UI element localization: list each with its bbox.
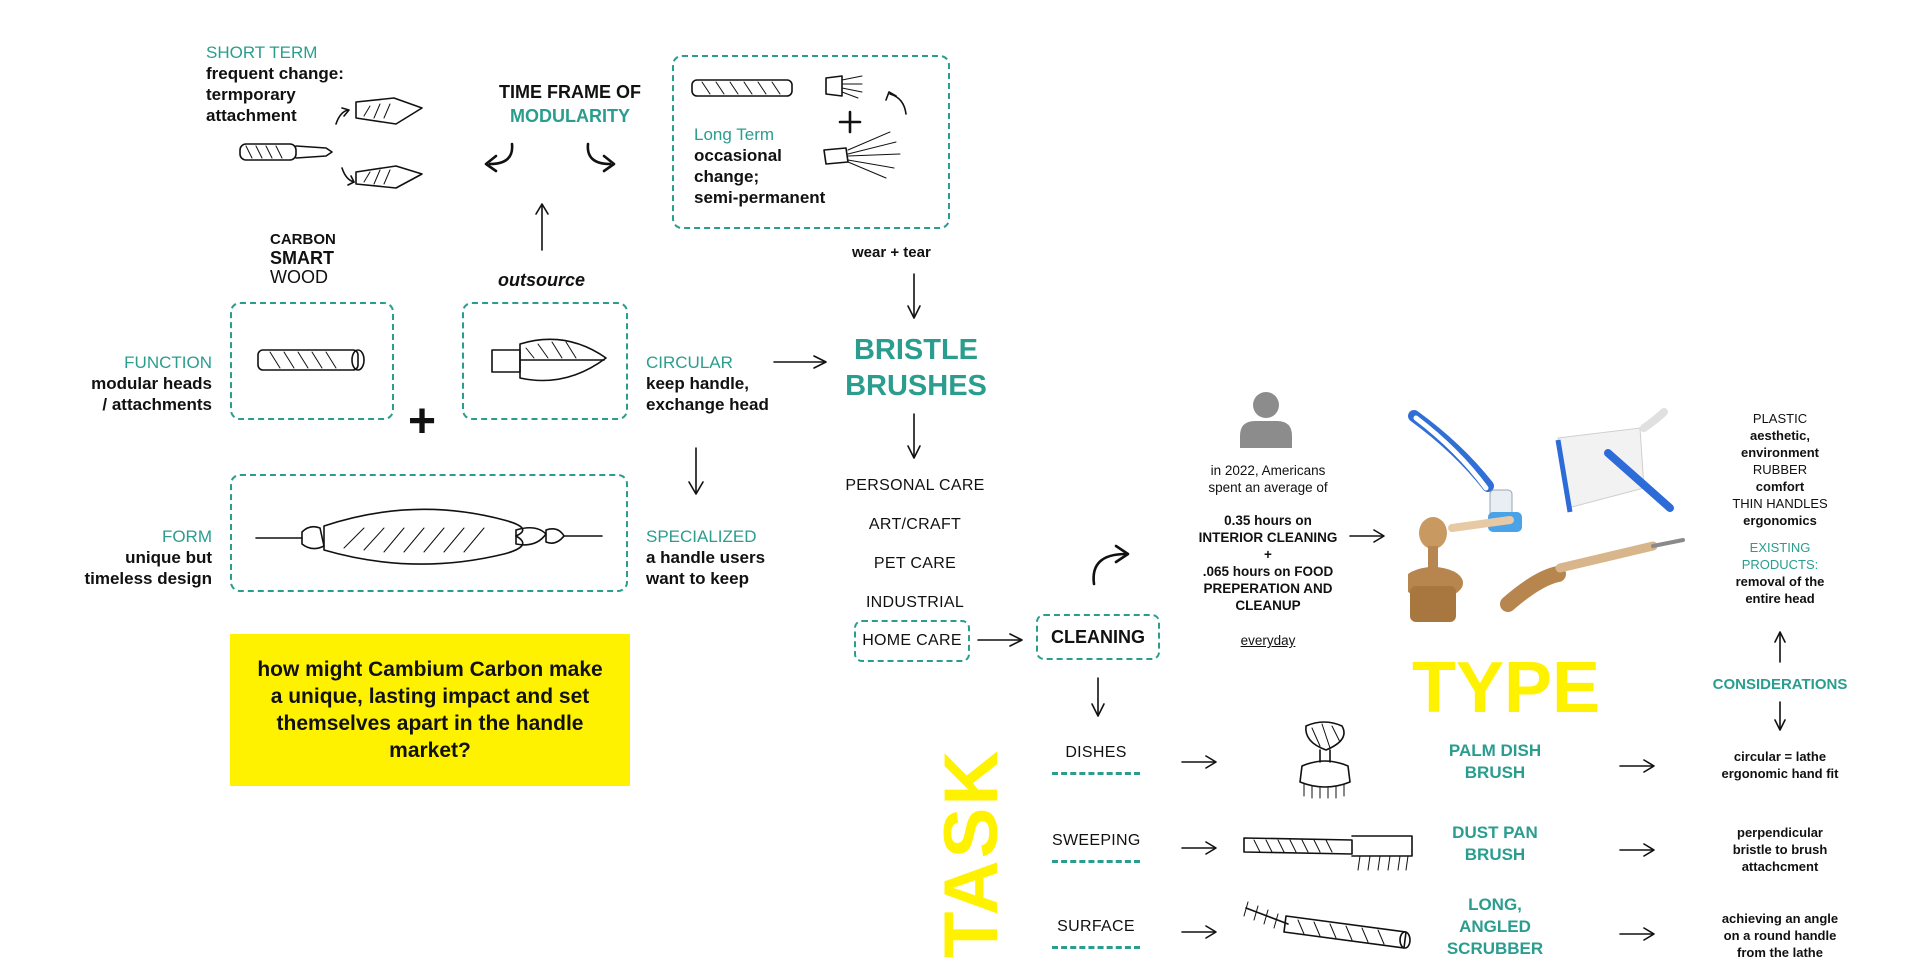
note-sweeping: perpendicular bristle to brush attachcment xyxy=(1732,825,1828,874)
arrow-down-bristle xyxy=(904,412,924,462)
task-surface: SURFACE xyxy=(1052,918,1140,949)
bristle-brushes-title: BRISTLE BRUSHES xyxy=(845,334,987,402)
category-home-care: HOME CARE xyxy=(862,632,962,649)
task-dishes: DISHES xyxy=(1052,744,1140,775)
considerations-heading: CONSIDERATIONS xyxy=(1712,676,1848,693)
stat-intro: in 2022, Americans spent an average of xyxy=(1208,463,1328,495)
modularity-title: TIME FRAME OF MODULARITY xyxy=(499,82,641,126)
arrow-sweeping xyxy=(1180,838,1220,858)
arrow-curve-cleaning xyxy=(1086,540,1136,590)
modularity-arrows xyxy=(470,140,640,180)
arrow-down-considerations xyxy=(1770,700,1790,734)
stat-everyday: everyday xyxy=(1240,633,1296,648)
category-pet-care: PET CARE xyxy=(873,555,957,572)
function-handle-sketch xyxy=(254,340,374,380)
note-surface: achieving an angle on a round handle from the lathe xyxy=(1721,911,1839,960)
type-long-angled-scrubber: LONG, ANGLED SCRUBBER xyxy=(1446,895,1544,958)
wear-tear-label: wear + tear xyxy=(852,244,931,261)
outsource-head-sketch xyxy=(486,328,616,394)
type-label: TYPE xyxy=(1412,648,1601,728)
note-dishes: circular = lathe ergonomic hand fit xyxy=(1721,749,1839,781)
arrow-type-1 xyxy=(1618,756,1658,776)
arrow-right-stat xyxy=(1348,526,1388,546)
function-text: FUNCTION modular heads / attachments xyxy=(91,353,212,414)
materials-notes: PLASTIC aesthetic, environment RUBBER comfort THIN HANDLES ergonomics EXISTING PRODUCTS: removal of the entire head xyxy=(1732,411,1828,606)
arrow-down-wear xyxy=(904,272,924,322)
short-term-label: SHORT TERM xyxy=(206,43,318,62)
angled-scrubber-sketch xyxy=(1238,898,1418,958)
stat-hours: 0.35 hours on INTERIOR CLEANING + .065 hours on FOOD PREPERATION AND CLEANUP xyxy=(1198,513,1338,613)
category-industrial: INDUSTRIAL xyxy=(865,594,965,611)
existing-products-photo xyxy=(1408,408,1688,628)
arrow-type-2 xyxy=(1618,840,1658,860)
short-term-description: frequent change: termporary attachment xyxy=(206,64,344,125)
task-sweeping: SWEEPING xyxy=(1052,832,1140,863)
category-personal-care: PERSONAL CARE xyxy=(845,477,985,494)
arrow-up-outsource xyxy=(534,202,550,252)
specialized-text: SPECIALIZED a handle users want to keep xyxy=(646,527,766,588)
arrow-surface xyxy=(1180,922,1220,942)
form-text: FORM unique but timeless design xyxy=(84,527,212,588)
cleaning-label: CLEANING xyxy=(1051,627,1145,647)
long-term-label: Long Term xyxy=(694,125,775,144)
question-box: how might Cambium Carbon make a unique, lasting impact and set themselves apart in the handle market? xyxy=(230,634,630,786)
arrow-right-circular xyxy=(772,352,832,372)
arrow-up-considerations xyxy=(1770,630,1790,664)
long-term-description: occasional change; semi-permanent xyxy=(694,146,826,207)
palm-brush-sketch xyxy=(1290,720,1360,800)
circular-text: CIRCULAR keep handle, exchange head xyxy=(646,353,769,414)
plus-sign: + xyxy=(408,395,437,448)
arrow-down-specialized xyxy=(684,446,708,496)
person-icon xyxy=(1238,390,1294,448)
long-term-sketch xyxy=(690,70,930,180)
arrow-type-3 xyxy=(1618,924,1658,944)
dust-pan-brush-sketch xyxy=(1240,824,1420,874)
arrow-down-cleaning xyxy=(1088,676,1108,720)
form-handle-sketch xyxy=(254,500,604,570)
type-palm-dish-brush: PALM DISH BRUSH xyxy=(1448,741,1542,782)
carbon-smart-wood-logo: CARBON SMART WOOD xyxy=(270,231,336,287)
arrow-dishes xyxy=(1180,752,1220,772)
arrow-right-home-care xyxy=(976,630,1026,650)
short-term-sketch xyxy=(236,88,436,200)
task-label: TASK xyxy=(929,748,1014,958)
category-art-craft: ART/CRAFT xyxy=(868,516,962,533)
type-dust-pan-brush: DUST PAN BRUSH xyxy=(1452,823,1538,864)
outsource-label: outsource xyxy=(498,270,586,290)
